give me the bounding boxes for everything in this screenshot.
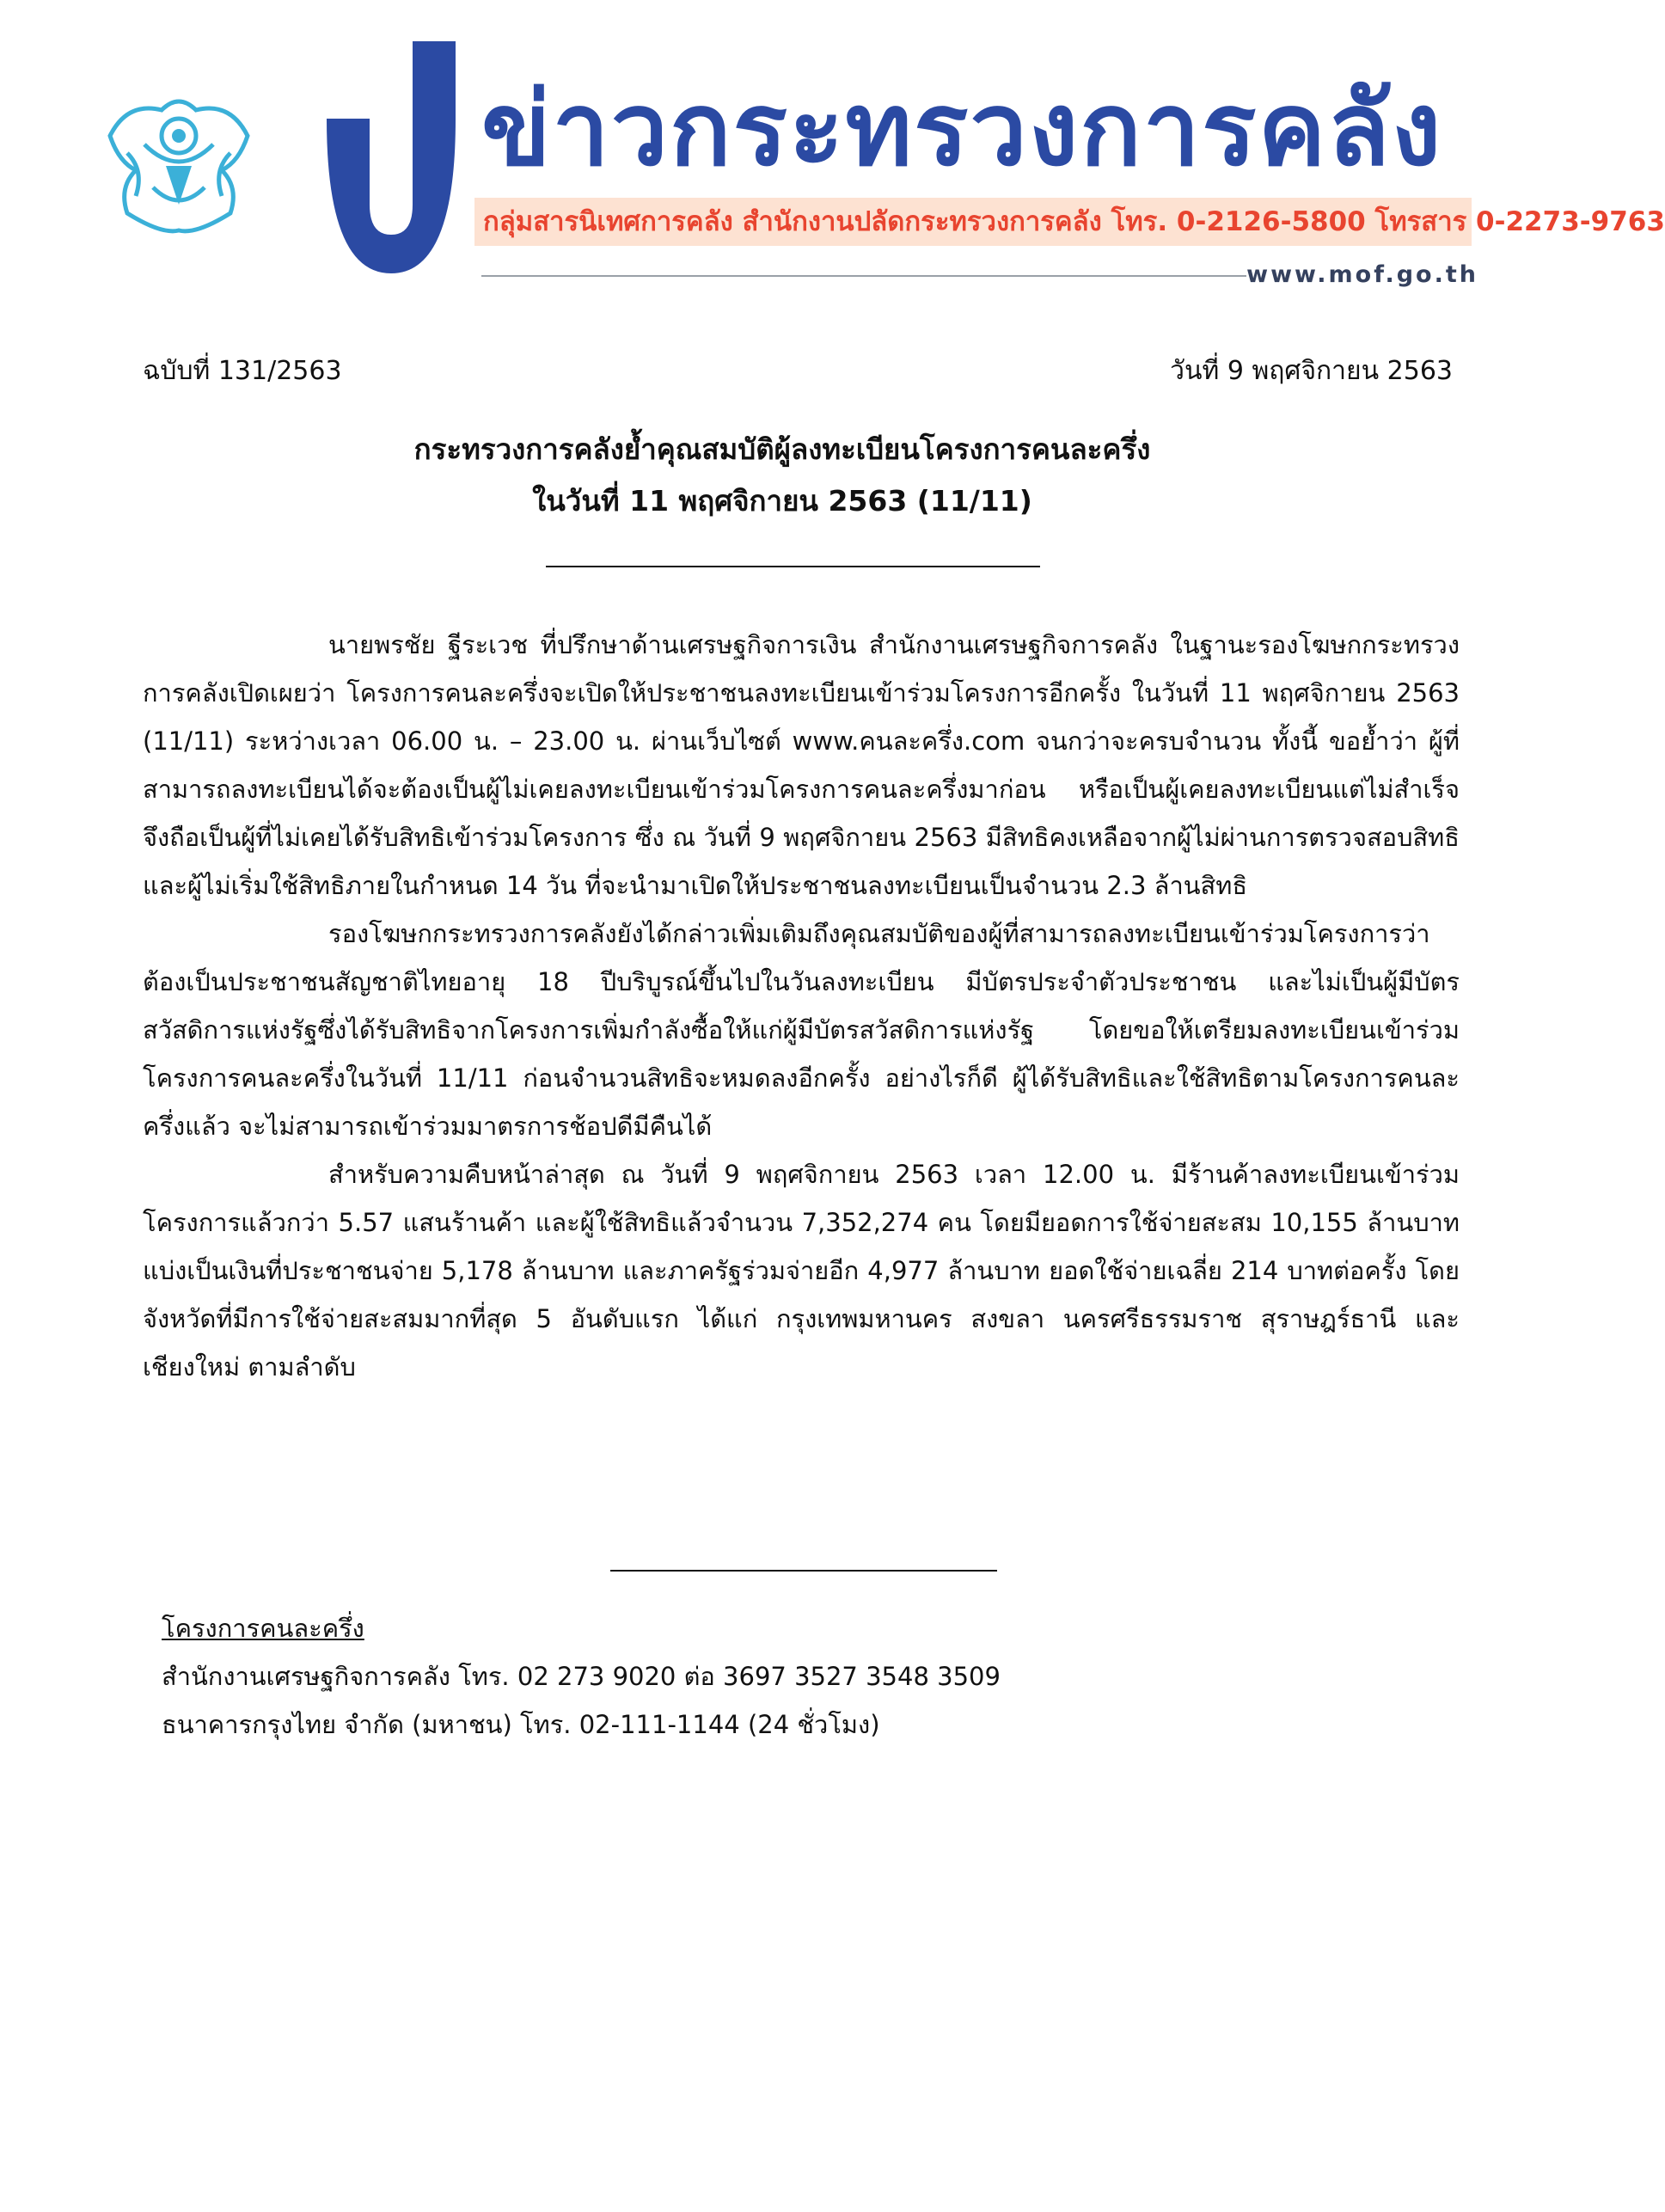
contact-line: ธนาคารกรุงไทย จำกัด (มหาชน) โทร. 02-111-1144 (24 ชั่วโมง) <box>162 1710 880 1739</box>
paragraph: นายพรชัย ฐีระเวช ที่ปรึกษาด้านเศรษฐกิจการเงิน สำนักงานเศรษฐกิจการคลัง ในฐานะรองโฆษกกระทรวงการคลังเปิดเผยว่า โครงการคนละครึ่งจะเปิดให้ประชาชนลงทะเบียนเข้าร่วมโครงการอีกครั้ง ในวันที่ 11 พฤศจิกายน 2563 (11/11) ระหว่างเวลา 06.00 น. – 23.00 น. ผ่านเว็บไซต์ www.คนละครึ่ง.com จนกว่าจะครบจำนวน ทั้งนี้ ขอย้ำว่า ผู้ที่สามารถลงทะเบียนได้จะต้องเป็นผู้ไม่เคยลงทะเบียนเข้าร่วมโครงการคนละครึ่งมาก่อน หรือเป็นผู้เคยลงทะเบียนแต่ไม่สำเร็จจึงถือเป็นผู้ที่ไม่เคยได้รับสิทธิเข้าร่วมโครงการ ซึ่ง ณ วันที่ 9 พฤศจิกายน 2563 มีสิทธิคงเหลือจากผู้ไม่ผ่านการตรวจสอบสิทธิและผู้ไม่เริ่มใช้สิทธิภายในกำหนด 14 วัน ที่จะนำมาเปิดให้ประชาชนลงทะเบียนเป็นจำนวน 2.3 ล้านสิทธิ <box>143 630 1460 900</box>
paragraph: สำหรับความคืบหน้าล่าสุด ณ วันที่ 9 พฤศจิกายน 2563 เวลา 12.00 น. มีร้านค้าลงทะเบียนเข้าร่วมโครงการแล้วกว่า 5.57 แสนร้านค้า และผู้ใช้สิทธิแล้วจำนวน 7,352,274 คน โดยมียอดการใช้จ่ายสะสม 10,155 ล้านบาท แบ่งเป็นเงินที่ประชาชนจ่าย 5,178 ล้านบาท และภาครัฐร่วมจ่ายอีก 4,977 ล้านบาท ยอดใช้จ่ายเฉลี่ย 214 บาทต่อครั้ง โดยจังหวัดที่มีการใช้จ่ายสะสมมากที่สุด 5 อันดับแรก ได้แก่ กรุงเทพมหานคร สงขลา นครศรีธรรมราช สุราษฎร์ธานี และเชียงใหม่ ตามลำดับ <box>143 1160 1460 1382</box>
masthead-big-letter <box>309 41 473 273</box>
footer-divider <box>610 1570 997 1572</box>
paragraph: รองโฆษกกระทรวงการคลังยังได้กล่าวเพิ่มเติมถึงคุณสมบัติของผู้ที่สามารถลงทะเบียนเข้าร่วมโครงการว่าต้องเป็นประชาชนสัญชาติไทยอายุ 18 ปีบริบูรณ์ขึ้นไปในวันลงทะเบียน มีบัตรประจำตัวประชาชน และไม่เป็นผู้มีบัตรสวัสดิการแห่งรัฐซึ่งได้รับสิทธิจากโครงการเพิ่มกำลังซื้อให้แก่ผู้มีบัตรสวัสดิการแห่งรัฐ โดยขอให้เตรียมลงทะเบียนเข้าร่วมโครงการคนละครึ่งในวันที่ 11/11 ก่อนจำนวนสิทธิจะหมดลงอีกครั้ง อย่างไรก็ดี ผู้ได้รับสิทธิและใช้สิทธิตามโครงการคนละครึ่งแล้ว จะไม่สามารถเข้าร่วมมาตรการช้อปดีมีคืนได้ <box>143 919 1460 1141</box>
headline-line-2: ในวันที่ 11 พฤศจิกายน 2563 (11/11) <box>532 484 1032 518</box>
contact-title: โครงการคนละครึ่ง <box>162 1614 364 1643</box>
masthead-title: ข่าวกระทรวงการคลัง <box>481 70 1443 188</box>
headline-divider <box>546 566 1040 567</box>
masthead-website[interactable]: www.mof.go.th <box>1246 261 1478 288</box>
contact-block <box>162 1604 1279 1749</box>
article-body <box>143 621 1460 1391</box>
garuda-emblem-icon <box>93 84 265 237</box>
contact-line: สำนักงานเศรษฐกิจการคลัง โทร. 02 273 9020 ต่อ 3697 3527 3548 3509 <box>162 1662 1001 1691</box>
headline-line-1: กระทรวงการคลังย้ำคุณสมบัติผู้ลงทะเบียนโครงการคนละครึ่ง <box>413 432 1151 466</box>
masthead-divider <box>481 275 1246 277</box>
masthead-subtitle: กลุ่มสารนิเทศการคลัง สำนักงานปลัดกระทรวงการคลัง โทร. 0-2126-5800 โทรสาร 0-2273-9763 <box>483 206 1665 237</box>
release-date: วันที่ 9 พฤศจิกายน 2563 <box>1170 356 1453 386</box>
issue-number: ฉบับที่ 131/2563 <box>143 356 342 386</box>
